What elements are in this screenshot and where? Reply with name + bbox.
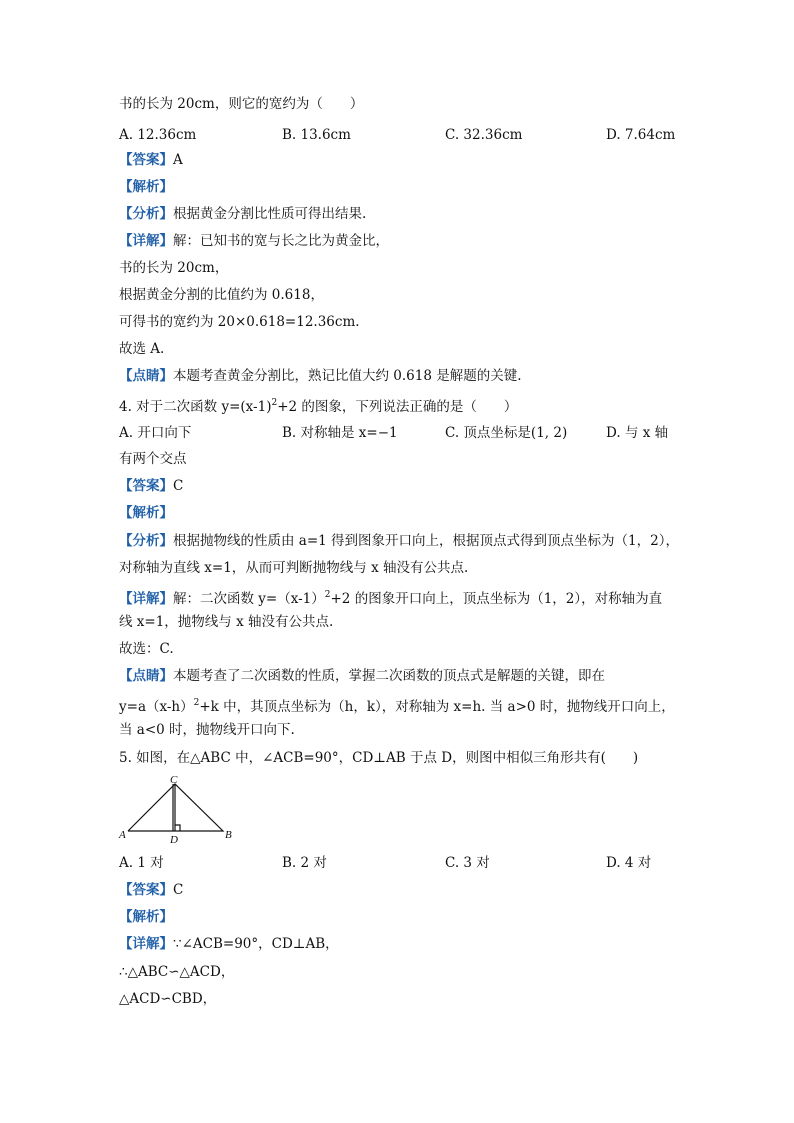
q4-option-a: A. 开口向下 [119,425,192,441]
exponent: 2 [271,398,278,408]
q3-answer [119,150,183,170]
q5-stem: 5. 如图，在△ABC 中，∠ACB=90°，CD⊥AB 于点 D，则图中相似三角形共有( ) [119,750,639,766]
dianjing-text: 本题考查了二次函数的性质，掌握二次函数的顶点式是解题的关键，即在 [173,668,605,684]
dianjing-text: 本题考查黄金分割比，熟记比值大约 0.618 是解题的关键. [173,368,522,384]
q3-option-d: D. 7.64cm [606,127,676,143]
xiangjie-tag: 【详解】 [119,233,173,249]
triangle-figure [118,774,238,844]
q4-option-b: B. 对称轴是 x=−1 [282,425,398,441]
stem-part: +2 的图象，下列说法正确的是（ ） [277,399,518,415]
xiangjie-part: 解：二次函数 y=（x-1） [173,591,325,607]
q3-solution-line: 根据黄金分割的比值约为 0.618， [119,287,324,303]
q5-answer [119,880,183,900]
q4-stem [119,393,517,417]
q5-option-a: A. 1 对 [119,855,164,871]
right-angle-mark [175,825,180,831]
q4-analysis-heading [119,503,173,523]
q3-xiangjie [119,231,389,251]
answer-tag: 【答案】 [119,152,173,168]
q5-xiangjie [119,934,339,954]
analysis-tag: 【解析】 [119,179,173,195]
q3-solution-line: 书的长为 20cm， [119,260,229,276]
answer-tag: 【答案】 [119,882,173,898]
dianjing-tag: 【点睛】 [119,668,173,684]
q3-option-b: B. 13.6cm [282,127,351,143]
q5-solution-line: △ACD∽CBD， [119,991,217,1007]
xiangjie-part: +2 的图象开口向上，顶点坐标为（1，2），对称轴为直 [330,591,663,607]
analysis-tag: 【解析】 [119,909,173,925]
q5-option-b: B. 2 对 [282,855,327,871]
exponent: 2 [193,698,200,708]
exponent: 2 [324,590,331,600]
fenxi-text: 根据黄金分割比性质可得出结果. [173,206,367,222]
q4-dianjing-line3: 当 a<0 时，抛物线开口向下. [119,722,295,738]
q4-dianjing-line2 [119,693,675,717]
q4-fenxi-line2: 对称轴为直线 x=1，从而可判断抛物线与 x 轴没有公共点. [119,560,469,576]
q3-dianjing [119,366,522,386]
q4-option-c: C. 顶点坐标是(1, 2) [445,425,568,441]
xiangjie-text: 解：已知书的宽与长之比为黄金比， [173,233,389,249]
q3-stem: 书的长为 20cm，则它的宽约为（ ） [119,96,364,112]
q4-xiangjie [119,585,662,609]
fenxi-tag: 【分析】 [119,206,173,222]
vertex-label-a: A [119,829,126,841]
answer-value: A [173,152,183,168]
q4-answer [119,476,183,496]
q4-fenxi [119,531,679,551]
q3-option-c: C. 32.36cm [445,127,523,143]
q3-fenxi [119,204,366,224]
q3-analysis-heading [119,177,173,197]
q5-solution-line: ∴△ABC∽△ACD， [119,964,235,980]
dianjing-tag: 【点睛】 [119,368,173,384]
xiangjie-tag: 【详解】 [119,591,173,607]
vertex-label-c: C [170,774,178,786]
stem-part: 4. 对于二次函数 y=(x-1) [119,399,272,415]
xiangjie-text: ∵∠ACB=90°，CD⊥AB， [173,936,339,952]
answer-tag: 【答案】 [119,478,173,494]
dianjing-part: y=a（x-h） [119,699,194,715]
q3-option-a: A. 12.36cm [119,127,197,143]
q4-dianjing [119,666,605,686]
q4-xiangjie-line2: 线 x=1，抛物线与 x 轴没有公共点. [119,614,334,630]
answer-value: C [173,478,184,494]
dianjing-part: +k 中，其顶点坐标为（h，k），对称轴为 x=h. 当 a>0 时，抛物线开口向上， [199,699,675,715]
vertex-label-b: B [225,829,232,841]
q4-choose: 故选：C. [119,641,174,657]
answer-value: C [173,882,184,898]
q5-analysis-heading [119,907,173,927]
fenxi-text: 根据抛物线的性质由 a=1 得到图象开口向上，根据顶点式得到顶点坐标为（1，2）， [173,533,679,549]
analysis-tag: 【解析】 [119,505,173,521]
fenxi-tag: 【分析】 [119,533,173,549]
q4-option-d: D. 与 x 轴 [606,425,669,441]
q5-option-d: D. 4 对 [606,855,652,871]
q3-solution-line: 可得书的宽约为 20×0.618=12.36cm. [119,314,360,330]
q3-choose: 故选 A. [119,341,165,357]
q4-option-d-cont: 有两个交点 [119,451,187,467]
q5-option-c: C. 3 对 [445,855,490,871]
vertex-label-d: D [170,834,178,844]
xiangjie-tag: 【详解】 [119,936,173,952]
